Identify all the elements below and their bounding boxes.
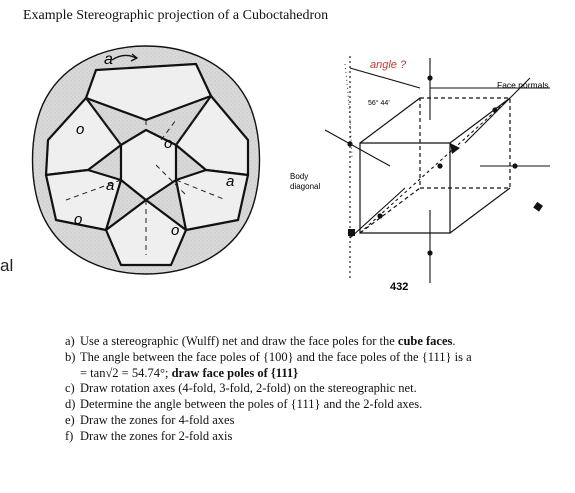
question-text: Use a stereographic (Wulff) net and draw the face poles for the	[80, 334, 398, 348]
question-text: = tan√2 = 54.74°;	[80, 365, 172, 380]
figure-number: 432	[390, 281, 409, 293]
label-center-o: o	[164, 135, 173, 152]
question-list	[65, 334, 472, 445]
question-label: a)	[65, 334, 75, 348]
question-bold-text: draw face poles of {111}	[171, 365, 299, 380]
question-text: Draw the zones for 4-fold axes	[80, 412, 235, 427]
question-item	[65, 334, 472, 350]
body-diagonal-line1: Body	[290, 172, 309, 181]
question-text: The angle between the face poles of {100} and the face poles of the {111} is a	[80, 349, 472, 364]
cuboctahedron-figure	[26, 40, 266, 280]
question-label: e)	[65, 412, 75, 427]
label-right-a: a	[226, 173, 235, 190]
normal-front	[350, 188, 405, 238]
question-text: Draw the zones for 2-fold axis	[80, 428, 233, 443]
face-normals-label: Face normals	[497, 80, 549, 90]
label-lower-left-o: o	[74, 211, 83, 228]
question-item	[65, 366, 472, 382]
question-text: .	[452, 334, 456, 348]
question-text: Draw rotation axes (4-fold, 3-fold, 2-fold) on the stereographic net.	[80, 381, 417, 396]
question-text: Determine the angle between the poles of {111} and the 2-fold axes.	[80, 397, 423, 412]
label-left-o: o	[76, 121, 85, 138]
page-title: Example Stereographic projection of a Cuboctahedron	[23, 8, 329, 23]
label-top-a: a	[104, 51, 113, 68]
side-label: al	[0, 256, 14, 275]
question-item	[65, 350, 472, 366]
question-label: b)	[65, 349, 76, 364]
label-lower-center-o: o	[171, 222, 180, 239]
question-label: d)	[65, 397, 76, 412]
question-item	[65, 413, 472, 429]
normal-left	[325, 130, 390, 166]
body-diagonal-line2: diagonal	[290, 182, 321, 191]
angle-label: angle ?	[370, 59, 407, 71]
question-label: f)	[65, 428, 74, 443]
label-center-a: a	[106, 177, 115, 194]
question-bold-text: cube faces	[397, 334, 453, 348]
face-right-lower	[176, 170, 248, 230]
angle-value: 56° 44'	[368, 100, 390, 107]
question-label: c)	[65, 381, 75, 396]
cube-normals-figure	[290, 48, 560, 298]
question-item	[65, 429, 472, 445]
question-item	[65, 381, 472, 397]
question-item	[65, 397, 472, 413]
